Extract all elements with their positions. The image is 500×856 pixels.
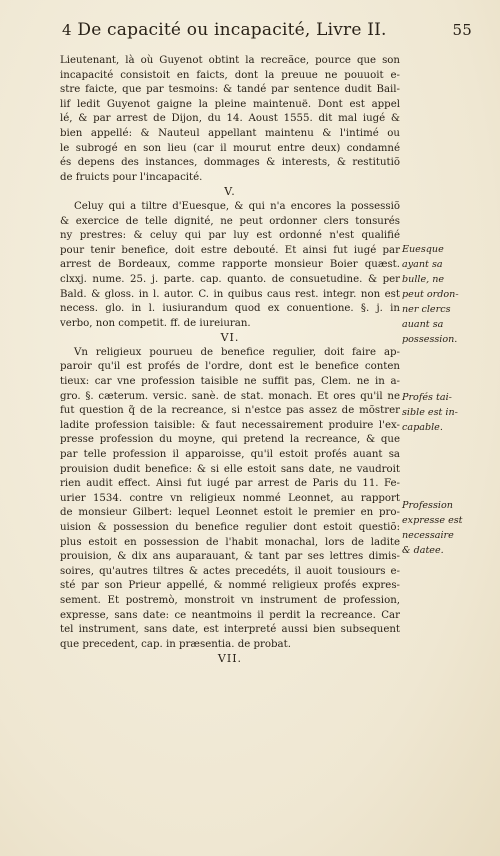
text-line: stre faicte, que par tesmoins: & tandé par sentence dudit Bail- [60, 84, 400, 96]
margin-note-bishop [402, 242, 459, 347]
section-number-6: VI. [220, 331, 240, 345]
text-line: paroir qu'il est profés de l'ordre, dont est le benefice conten [60, 361, 400, 373]
section-number-7: VII. [217, 652, 243, 666]
text-line: prouision, & dix ans auparauant, & tant par ses lettres dimis- [60, 551, 400, 563]
text-line: incapacité consistoit en faicts, dont la preuue ne pouuoit e- [60, 69, 400, 81]
margin-note-line: possession. [402, 334, 458, 345]
text-line: sement. Et postremò, monstroit vn instrument de profession, [60, 594, 400, 606]
margin-note-tacit-profession [402, 390, 458, 435]
text-line: pour tenir benefice, doit estre debouté. Et ainsi fut iugé par [60, 244, 400, 256]
text-line: és depens des instances, dommages & interests, & restitutiõ [60, 157, 400, 169]
text-line: Vn religieux pourueu de benefice regulier, doit faire ap- [74, 346, 400, 358]
text-line: de monsieur Gilbert: lequel Leonnet estoit le premier en pro- [60, 507, 400, 519]
text-line: le subrogé en son lieu (car il mourut entre deux) condamné [60, 142, 400, 154]
text-line: par telle profession il apparoisse, qu'il estoit profés auant sa [60, 449, 400, 461]
header-book: Livre II. [316, 20, 387, 40]
paragraph-2 [60, 200, 400, 331]
text-line: Lieutenant, là où Guyenot obtint la recreãce, pource que son [60, 55, 400, 66]
page-number-right: 55 [452, 21, 472, 39]
paragraph-3 [60, 346, 400, 652]
text-line: uision & possession du benefice regulier dont estoit questiõ: [60, 522, 400, 533]
text-line: gro. §. cæterum. versic. sanè. de stat. monach. Et ores qu'il ne [60, 390, 400, 402]
section-number-5: V. [224, 185, 236, 199]
margin-note-express-profession [402, 498, 463, 558]
text-line: rien audit effect. Ainsi fut iugé par arrest de Paris du 11. Fe- [60, 478, 400, 490]
paragraph-1 [60, 54, 400, 185]
text-line: tieux: car vne profession taisible ne suffit pas, Clem. ne in a- [60, 376, 400, 388]
margin-note-line: peut ordon- [402, 289, 459, 300]
text-line: ladite profession taisible: & faut necessairement produire l'ex- [60, 419, 400, 431]
margin-note-line: capable. [402, 422, 443, 433]
margin-note-line: & datee. [402, 545, 444, 556]
text-line: bien appellé: & Nauteul appellant maintenu & l'intimé ou [60, 127, 400, 139]
text-line: lif ledit Guyenot gaigne la pleine maintenuë. Dont est appel [60, 98, 400, 110]
margin-note-line: Euesque [402, 244, 444, 255]
text-line: lé, & par arrest de Dijon, du 14. Aoust 1555. dit mal iugé & [60, 113, 400, 125]
margin-note-line: sible est in- [402, 407, 458, 418]
text-line: sté par son Prieur appellé, & nommé religieux profés expres- [60, 580, 400, 592]
margin-note-line: Profés tai- [402, 392, 452, 403]
text-line: prouision dudit benefice: & si elle estoit sans date, ne vaudroit [60, 463, 400, 475]
margin-note-line: ayant sa [402, 259, 443, 270]
text-line: arrest de Bordeaux, comme rapporte monsieur Boier quæst. [60, 259, 400, 271]
text-line: Celuy qui a tiltre d'Euesque, & qui n'a encores la possessiõ [74, 200, 400, 212]
text-line: de fruicts pour l'incapacité. [60, 171, 203, 183]
text-line: verbo, non competit. ff. de iureiuran. [60, 317, 251, 329]
margin-note-line: necessaire [402, 530, 454, 541]
text-line: presse profession du moyne, qui pretend la recreance, & que [60, 434, 400, 446]
text-body [60, 54, 400, 667]
text-line: & exercice de telle dignité, ne peut ordonner clers tonsurés [60, 215, 400, 227]
text-line: urier 1534. contre vn religieux nommé Leonnet, au rapport [60, 492, 400, 504]
margin-note-line: bulle, ne [402, 274, 445, 285]
margin-note-line: auant sa [402, 319, 444, 330]
running-header [62, 20, 472, 40]
text-line: plus estoit en possession de l'habit monachal, lors de ladite [60, 536, 400, 548]
text-line: necess. glo. in l. iusiurandum quod ex conuentione. §. j. in [60, 303, 400, 315]
margin-note-line: expresse est [402, 515, 463, 526]
text-line: ny prestres: & celuy qui par luy est ordonné n'est qualifié [60, 230, 400, 242]
text-line: expresse, sans date: ce neantmoins il perdit la recreance. Car [60, 609, 400, 621]
text-line: Bald. & gloss. in l. autor. C. in quibus caus rest. integr. non est [60, 288, 400, 300]
text-line: clxxj. nume. 25. j. parte. cap. quanto. de consuetudine. & per [60, 273, 400, 285]
page-number-left: 4 [62, 21, 72, 39]
margin-note-line: Profession [402, 500, 453, 511]
margin-note-line: ner clercs [402, 304, 451, 315]
text-line: tel instrument, sans date, est interpreté aussi bien subsequent [60, 624, 400, 636]
text-line: soires, qu'autres tiltres & actes precedéts, il auoit tousiours e- [60, 565, 400, 577]
text-line: que precedent, cap. in præsentia. de probat. [60, 638, 291, 650]
header-title: De capacité ou incapacité, [77, 20, 311, 40]
text-line: fut question q̃ de la recreance, si n'estce pas assez de mõstrer [60, 405, 400, 417]
